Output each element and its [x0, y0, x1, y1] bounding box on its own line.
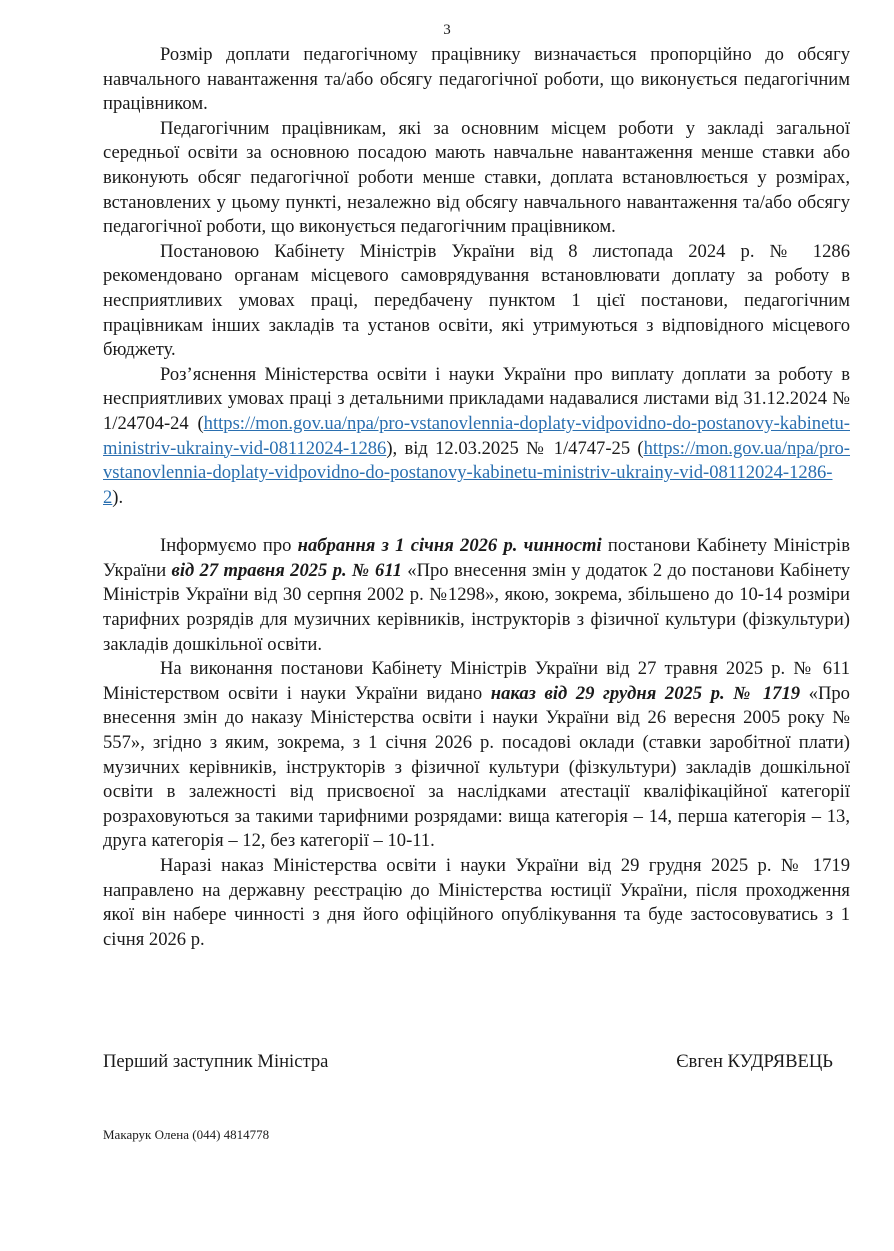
page-number: 3	[443, 22, 451, 38]
paragraph-clarifications	[103, 363, 850, 511]
link-letter-1-4747-25[interactable]: https://mon.gov.ua/npa/pro-vstanovlennia-doplaty-vidpovidno-do-postanovy-kabinetu-ministriv-ukrainy-vid-08112024-1286-2	[103, 437, 850, 508]
paragraph-part-time-teachers: Педагогічним працівникам, які за основним місцем роботи у закладі загальної середньої освіти за основною посадою мають навчальне навантаження менше ставки або виконують обсяг педагогічної роботи менше ставки, доплата встановлюється у розмірах, встановлених у цьому пункті, незалежно від обсягу навчального навантаження та/або обсягу педагогічної роботи, що виконується педагогічним працівником.	[103, 117, 850, 238]
clarification-text-before: Роз’яснення Міністерства освіти і науки України про виплату доплати за роботу в несприятливих умовах праці з детальними прикладами надавалися листами від 31.12.2024 № 1/24704-24 (	[103, 363, 850, 434]
emphasis-order-number: наказ від 29 грудня 2025 р. № 1719	[490, 682, 801, 704]
emphasis-resolution-number: від 27 травня 2025 р. № 611	[171, 559, 402, 581]
text-segment: постанови Кабінету Міністрів України	[103, 535, 851, 581]
paragraph-gap	[103, 510, 850, 534]
executor-contact: Макарук Олена (044) 4814778	[103, 1127, 270, 1142]
paragraph-order-1719	[103, 657, 850, 854]
paragraph-registration: Наразі наказ Міністерства освіти і науки України від 29 грудня 2025 р. № 1719 направлено на державну реєстрацію до Міністерства юстиції України, після проходження якої він набере чинності з дня його офіційного опублікування та буде застосовуватись з 1 січня 2026 р.	[103, 855, 850, 950]
text-segment: «Про внесення змін у додаток 2 до постанови Кабінету Міністрів України від 30 серпня 2002 р. №1298», якою, зокрема, збільшено до 10-14 розміри тарифних розрядів для музичних керівників, інструкторів з фізичної культури (фізкультури) закладів дошкільної освіти.	[103, 559, 850, 655]
clarification-text-after: ).	[112, 486, 124, 508]
paragraph-resolution-1286: Постановою Кабінету Міністрів України від 8 листопада 2024 р. № 1286 рекомендовано органам місцевого самоврядування встановлювати доплату за роботу в несприятливих умовах праці, передбачену пунктом 1 цієї постанови, педагогічним працівникам інших закладів та установ освіти, які утримуються з відповідного місцевого бюджету.	[103, 240, 850, 361]
letter-body	[103, 43, 850, 952]
emphasis-effective-date: набрання з 1 січня 2026 р. чинності	[297, 535, 602, 557]
signature-block	[103, 1051, 833, 1073]
paragraph-resolution-611	[103, 534, 850, 657]
text-segment: На виконання постанови Кабінету Міністрів України від 27 травня 2025 р. № 611 Міністерством освіти і науки України видано	[103, 658, 850, 704]
signatory-name: Євген КУДРЯВЕЦЬ	[676, 1051, 833, 1072]
paragraph-allowance-proportional: Розмір доплати педагогічному працівнику визначається пропорційно до обсягу навчального навантаження та/або обсягу педагогічної роботи, що виконується педагогічним працівником.	[103, 44, 850, 115]
text-segment: «Про внесення змін до наказу Міністерства освіти і науки України від 26 вересня 2005 року № 557», згідно з яким, зокрема, з 1 січня 2026 р. посадові оклади (ставки заробітної плати) музичних керівників, інструкторів з фізичної культури (фізкультури) закладів дошкільної освіти в залежності від присвоєної за наслідками атестації кваліфікаційної категорії розраховуються за такими тарифними розрядами: вища категорія – 14, перша категорія – 13, друга категорія – 12, без категорії – 10-11.	[103, 682, 850, 852]
text-segment: Інформуємо про	[160, 535, 298, 557]
clarification-text-middle: ), від 12.03.2025 № 1/4747-25 (	[386, 437, 644, 459]
link-letter-1-24704-24[interactable]: https://mon.gov.ua/npa/pro-vstanovlennia-doplaty-vidpovidno-do-postanovy-kabinetu-ministriv-ukrainy-vid-08112024-1286	[103, 412, 850, 459]
signatory-position: Перший заступник Міністра	[103, 1051, 329, 1072]
